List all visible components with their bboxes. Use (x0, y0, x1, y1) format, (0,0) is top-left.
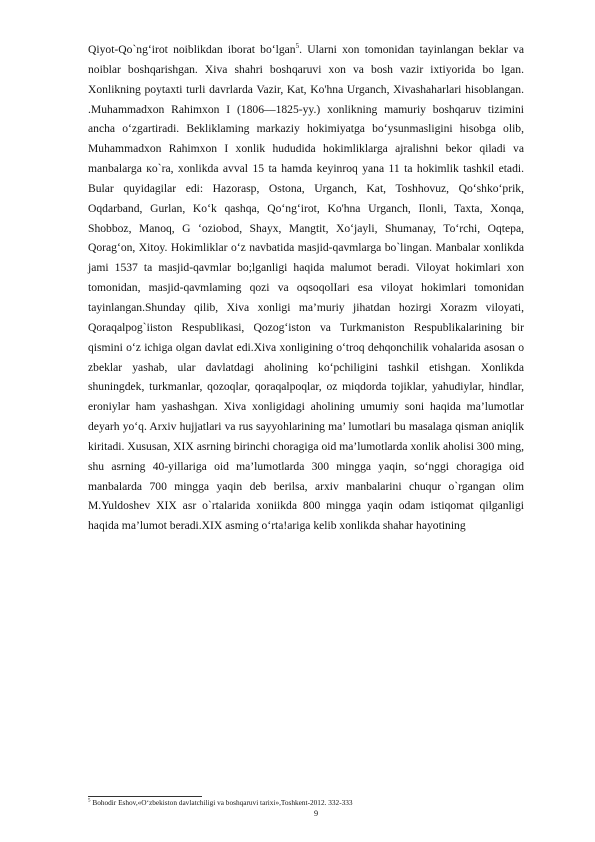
footnote-reference[interactable]: 5 (295, 42, 300, 51)
footnote-text: Bohodir Eshov,«O‘zbekiston davlatchiligi va boshqaruvi tarixi»,Toshkent-2012. 332-333 (90, 798, 353, 807)
body-paragraph (88, 40, 524, 536)
footnote (88, 798, 528, 808)
page-number: 9 (313, 809, 319, 818)
footnote-divider (88, 796, 202, 797)
body-text-rest: . Ularni xon tomonidan tayinlangan beklar va noiblar boshqarishgan. Xiva shahri boshqaruvi xon va bosh vazir ixtiyorida bo lgan. Xonlikning poytaxti turli davrlarda Vazir, Kat, Ko'hna Urganch, Xivashaharlari hisoblangan. .Muhammadxon Rahimxon I (1806—1825-yy.) xonlikning mamuriy boshqaruv tizimini ancha o‘zgartiradi. Bekliklaming markaziy hokimiyatga bo‘ysunmasligini hisobga olib, Muhammadxon Rahimxon I xonlik hududida hokimliklarga ajralishni bekor qiladi va manbalarga кo`ra, xonlikda avval 15 ta hamda keyinroq yana 11 ta hokimlik tashkil etadi. Bular quyidagilar edi: Hazorasp, Ostona, Urganch, Kat, Toshhovuz, Qo‘shko‘prik, Oqdarband, Gurlan, Ko‘k qashqa, Qo‘ng‘irot, Ko'hna Urganch, Ilonli, Taxta, Xonqa, Shobboz, Manoq, G ‘oziobod, Shayx, Mangtit, Xo‘jayli, Shumanay, To‘rchi, Oqtepa, Qorag‘on, Xitoy. Hokimliklar o‘z navbatida masjid-qavmlarga bo`lingan. Manbalar xonlikda jami 1537 ta masjid-qavmlar bo;lganligi haqida malumot beradi. Viloyat hokimlari xon tomonidan, masjid-qavmlaming qozi va oqsoqolIari esa viloyat hokimlari tomonidan tayinlangan.Shunday qilib, Xiva xonligi ma’muriy jihatdan hozirgi Xorazm viloyati, Qoraqalpog`iiston Respublikasi, Qozog‘iston va Turkmaniston Respublikalarining bir qismini o‘z ichiga olgan davlat edi.Xiva xonligining o‘troq dehqonchilik vohalarida asosan o zbeklar yashab, ular davlatdagi aholining ko‘pchiligini tashkil etishgan. Xonlikda shuningdek, turkmanlar, qozoqlar, qoraqalpoqlar, oz miqdorda tojiklar, yahudiylar, hindlar, eroniylar ham yashashgan. Xiva xonligidagi aholining umumiy soni haqida ma’lumotlar deyarh yo‘q. Arxiv hujjatlari va rus sayyohlarining ma’ lumotlari bu masalaga qisman aniqlik kiritadi. Xususan, XIX asrning birinchi choragiga oid ma’lumotlarda xonlik aholisi 300 ming, shu asrning 40-yillariga oid ma’lumotlarda 300 mingga yaqin, so‘nggi choragiga oid manbalarda 700 mingga yaqin deb berilsa, arxiv manbalarini chuqur o`rgangan olim M.Yuldoshev XIX asr o`rtalarida xoniikda 800 mingga yaqin odam istiqomat qilganligi haqida ma’lumot beradi.XIX asming o‘rta!ariga kelib xonlikda shahar hayotining (88, 43, 524, 533)
footnote-number: 5 (88, 798, 91, 804)
body-text-start: Qiyot-Qo`ng‘irot noiblikdan iborat bo‘lgan (88, 43, 296, 56)
